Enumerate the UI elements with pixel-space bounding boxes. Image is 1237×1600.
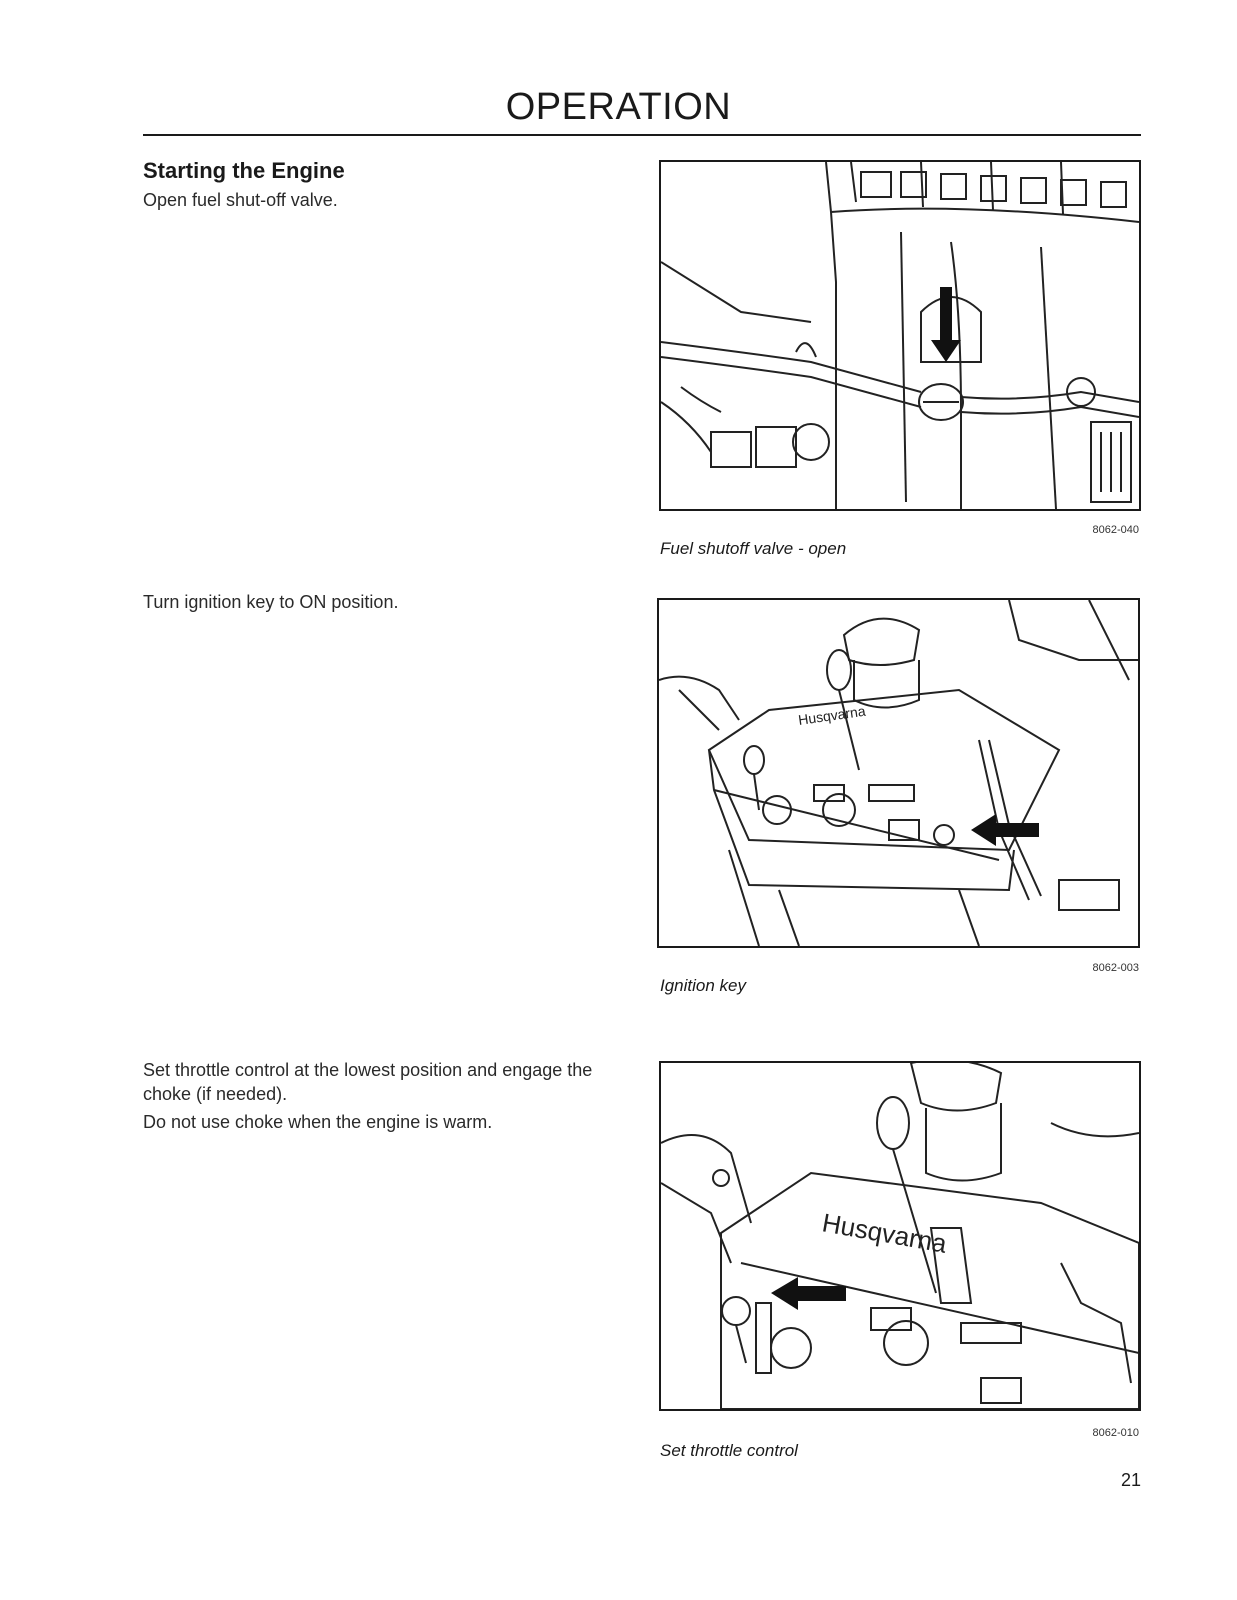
brand-logo-text-3: Husqvarna bbox=[819, 1207, 949, 1259]
step-text-1 bbox=[143, 188, 623, 216]
figure-code-3: 8062-010 bbox=[1092, 1427, 1139, 1439]
brand-logo-text-2: Husqvarna bbox=[797, 702, 867, 728]
section-heading: Starting the Engine bbox=[143, 158, 345, 183]
throttle-panel-illustration-icon bbox=[661, 1063, 1139, 1409]
page-title: OPERATION bbox=[505, 86, 732, 128]
figure-caption-3: Set throttle control bbox=[660, 1441, 798, 1460]
figure-code-1: 8062-040 bbox=[1092, 524, 1139, 536]
ignition-panel-illustration-icon bbox=[659, 600, 1138, 946]
page-number: 21 bbox=[1120, 1470, 1141, 1490]
figure-throttle bbox=[659, 1061, 1141, 1411]
fuel-valve-illustration-icon bbox=[661, 162, 1139, 509]
figure-fuel-valve bbox=[659, 160, 1141, 511]
figure-ignition-key bbox=[657, 598, 1140, 948]
step-text-2 bbox=[143, 590, 623, 618]
figure-caption-2: Ignition key bbox=[660, 976, 746, 995]
figure-caption-1: Fuel shutoff valve - open bbox=[660, 539, 847, 558]
step-2-line-1: Turn ignition key to ON position. bbox=[143, 592, 399, 612]
step-1-line-1: Open fuel shut-off valve. bbox=[143, 190, 338, 210]
step-3-line-1: Set throttle control at the lowest position and engage the choke (if needed). bbox=[143, 1060, 593, 1104]
title-rule bbox=[143, 134, 1141, 136]
figure-code-2: 8062-003 bbox=[1092, 962, 1139, 974]
step-text-3 bbox=[143, 1058, 623, 1138]
step-3-line-2: Do not use choke when the engine is warm. bbox=[143, 1112, 493, 1132]
